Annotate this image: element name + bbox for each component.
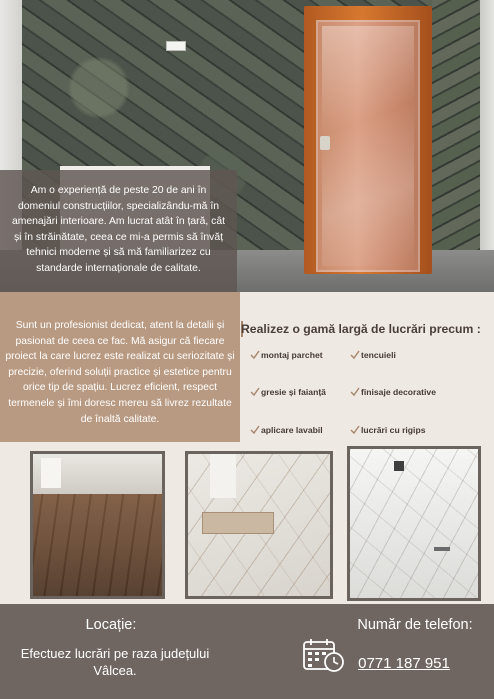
white-wall-right [480, 0, 494, 292]
stone-wall-right [432, 0, 480, 292]
door-handle [320, 136, 330, 150]
check-icon [350, 387, 360, 397]
photo-parquet-floor [30, 451, 165, 599]
phone-number-link[interactable]: 0771 187 951 [358, 655, 450, 672]
service-item [350, 387, 436, 397]
door-protective-film [322, 26, 414, 266]
about-text: Sunt un profesionist dedicat, atent la detalii și pasionat de ceea ce fac. Mă asigur că fiecare proiect la care lucrez este realizat cu seriozitate și precizie, oferind soluții practice și estetice pentru orice tip de spațiu. Lucrez eficient, respect termenele și îmi doresc mereu să livrez rezultate de înaltă calitate. [5, 320, 235, 425]
service-item [350, 350, 396, 360]
service-item [250, 387, 326, 397]
location-text: Efectuez lucrări pe raza județului Vâlcea. [20, 646, 210, 678]
service-label: tencuieli [361, 350, 396, 360]
calendar-clock-icon [302, 637, 346, 673]
service-item [350, 425, 425, 435]
photo-tiled-bathroom [185, 451, 333, 599]
phone-label: Număr de telefon: [357, 617, 473, 633]
service-item [250, 350, 323, 360]
photo-doorway [210, 454, 236, 498]
photo-shower-fixture [394, 461, 404, 471]
service-item [250, 425, 323, 435]
service-label: gresie și faianță [261, 387, 326, 397]
check-icon [250, 387, 260, 397]
photo-marble-shower [347, 446, 481, 601]
check-icon [250, 350, 260, 360]
service-label: lucrări cu rigips [361, 425, 426, 435]
photo-window [41, 458, 61, 488]
check-icon [250, 425, 260, 435]
intro-text: Am o experiență de peste 20 de ani în domeniul construcțiilor, specializându-mă în amenajări interioare. Am lucrat atât în țară, cât și în străinătate, ceea ce mi-a permis să învăț tehnici moderne și să mă familiarizez cu standarde internaționale de calitate. [11, 185, 226, 274]
services-title: Realizez o gamă largă de lucrări precum : [241, 322, 481, 336]
location-label: Locație: [85, 617, 137, 633]
service-label: montaj parchet [261, 350, 323, 360]
wall-socket [166, 41, 186, 51]
photo-drain [434, 547, 450, 551]
service-label: aplicare lavabil [261, 425, 323, 435]
check-icon [350, 425, 360, 435]
photo-shower-tray [202, 512, 274, 534]
check-icon [350, 350, 360, 360]
service-label: finisaje decorative [361, 387, 436, 397]
